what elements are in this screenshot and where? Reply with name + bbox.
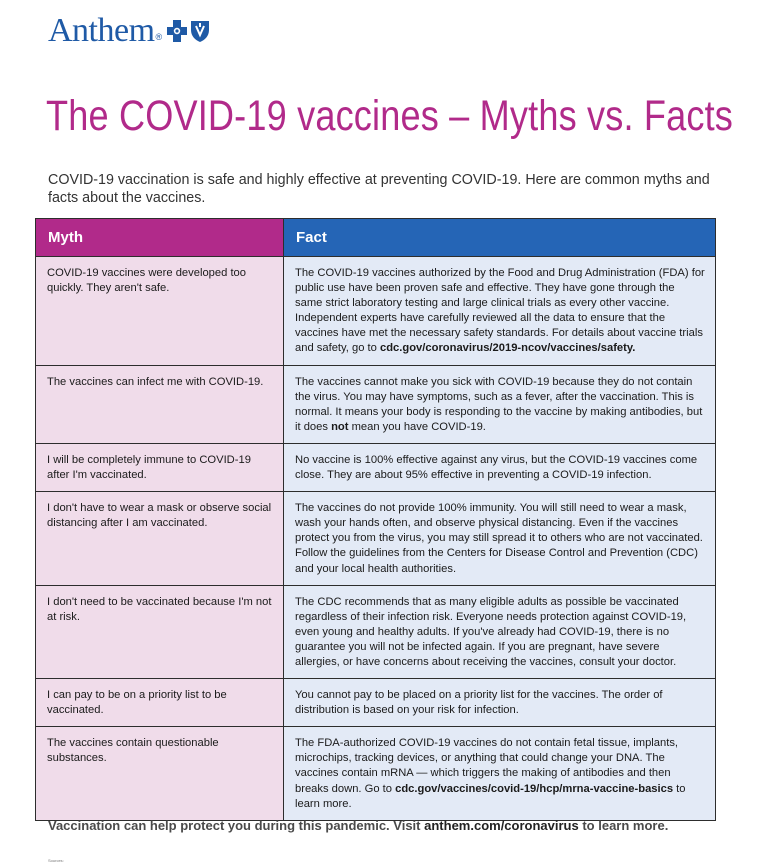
intro-text: COVID-19 vaccination is safe and highly effective at preventing COVID-19. Here are common myths and facts about the vaccines. [48, 172, 710, 206]
blue-shield-icon [190, 19, 210, 43]
anthem-wordmark: Anthem [48, 12, 155, 49]
fact-emphasis: not [331, 420, 349, 433]
footer-link[interactable]: anthem.com/coronavirus [424, 818, 579, 833]
fact-link: cdc.gov/coronavirus/2019-ncov/vaccines/safety. [380, 342, 636, 355]
footer-text-after: to learn more. [578, 818, 669, 833]
table-row [36, 679, 716, 727]
myth-cell: I can pay to be on a priority list to be vaccinated. [36, 679, 284, 727]
anthem-logo [48, 12, 210, 50]
table-row [36, 492, 716, 585]
fact-text: The vaccines cannot make you sick with COVID-19 because they do not contain the virus. You may have symptoms, such as a fever, after the vaccination. This is normal. It means your body is responding to the vaccine by making antibodies, but it does [295, 375, 703, 433]
myths-facts-table [35, 218, 716, 821]
fact-text: The FDA-authorized COVID-19 vaccines do not contain fetal tissue, implants, microchips, tracking devices, or anything that could change your DNA. The vaccines contain mRNA — which triggers the making of antibodies and then breaks down. Go to [295, 737, 679, 795]
registered-mark: ® [155, 32, 163, 42]
myth-cell: COVID-19 vaccines were developed too quickly. They aren't safe. [36, 257, 284, 366]
table-row [36, 727, 716, 820]
fact-header: Fact [284, 219, 716, 257]
table-row [36, 443, 716, 491]
fact-cell: No vaccine is 100% effective against any virus, but the COVID-19 vaccines come close. They are about 95% effective in preventing a COVID-19 infection. [284, 443, 716, 491]
table-row [36, 585, 716, 678]
table-row [36, 365, 716, 443]
myth-cell: I don't have to wear a mask or observe social distancing after I am vaccinated. [36, 492, 284, 585]
table-row [36, 257, 716, 366]
blue-cross-icon [166, 19, 188, 43]
fact-cell [284, 727, 716, 820]
fact-text-after: to learn more. [295, 782, 686, 810]
myth-cell: The vaccines contain questionable substances. [36, 727, 284, 820]
fact-text: The COVID-19 vaccines authorized by the Food and Drug Administration (FDA) for public use have been proven safe and effective. They have gone through the same strict laboratory testing and large clinical trials as every other vaccine. Independent experts have carefully reviewed all the data to ensure that the vaccines have met the necessary safety standards. For details about vaccine trials and safety, go to [295, 267, 705, 355]
myth-header: Myth [36, 219, 284, 257]
myth-cell: The vaccines can infect me with COVID-19. [36, 365, 284, 443]
fact-link: cdc.gov/vaccines/covid-19/hcp/mrna-vaccine-basics [395, 782, 674, 795]
fact-cell [284, 365, 716, 443]
myth-cell: I don't need to be vaccinated because I'm not at risk. [36, 585, 284, 678]
footer-text: Vaccination can help protect you during this pandemic. Visit [48, 818, 425, 833]
fact-cell: The CDC recommends that as many eligible adults as possible be vaccinated regardless of their infection risk. Everyone needs protection against COVID-19, even young and healthy adults. If you've already had COVID-19, there is no guarantee you will not be infected again. If you are pregnant, have severe allergies, or have concerns about receiving the vaccines, consult your doctor. [284, 585, 716, 678]
myth-cell: I will be completely immune to COVID-19 after I'm vaccinated. [36, 443, 284, 491]
fact-cell [284, 257, 716, 366]
fact-text-after: mean you have COVID-19. [348, 420, 486, 433]
footer-callout [48, 818, 668, 833]
page-title: The COVID-19 vaccines – Myths vs. Facts [46, 92, 734, 140]
fact-cell: You cannot pay to be placed on a priority list for the vaccines. The order of distribution is based on your risk for infection. [284, 679, 716, 727]
table-header-row [36, 219, 716, 257]
sources-label: Sources: [48, 858, 64, 863]
fact-cell: The vaccines do not provide 100% immunity. You will still need to wear a mask, wash your hands often, and observe physical distancing. Even if the vaccines protect you from the virus, you may still spread it to others who are not vaccinated. Follow the guidelines from the Centers for Disease Control and Prevention (CDC) and your local health authorities. [284, 492, 716, 585]
